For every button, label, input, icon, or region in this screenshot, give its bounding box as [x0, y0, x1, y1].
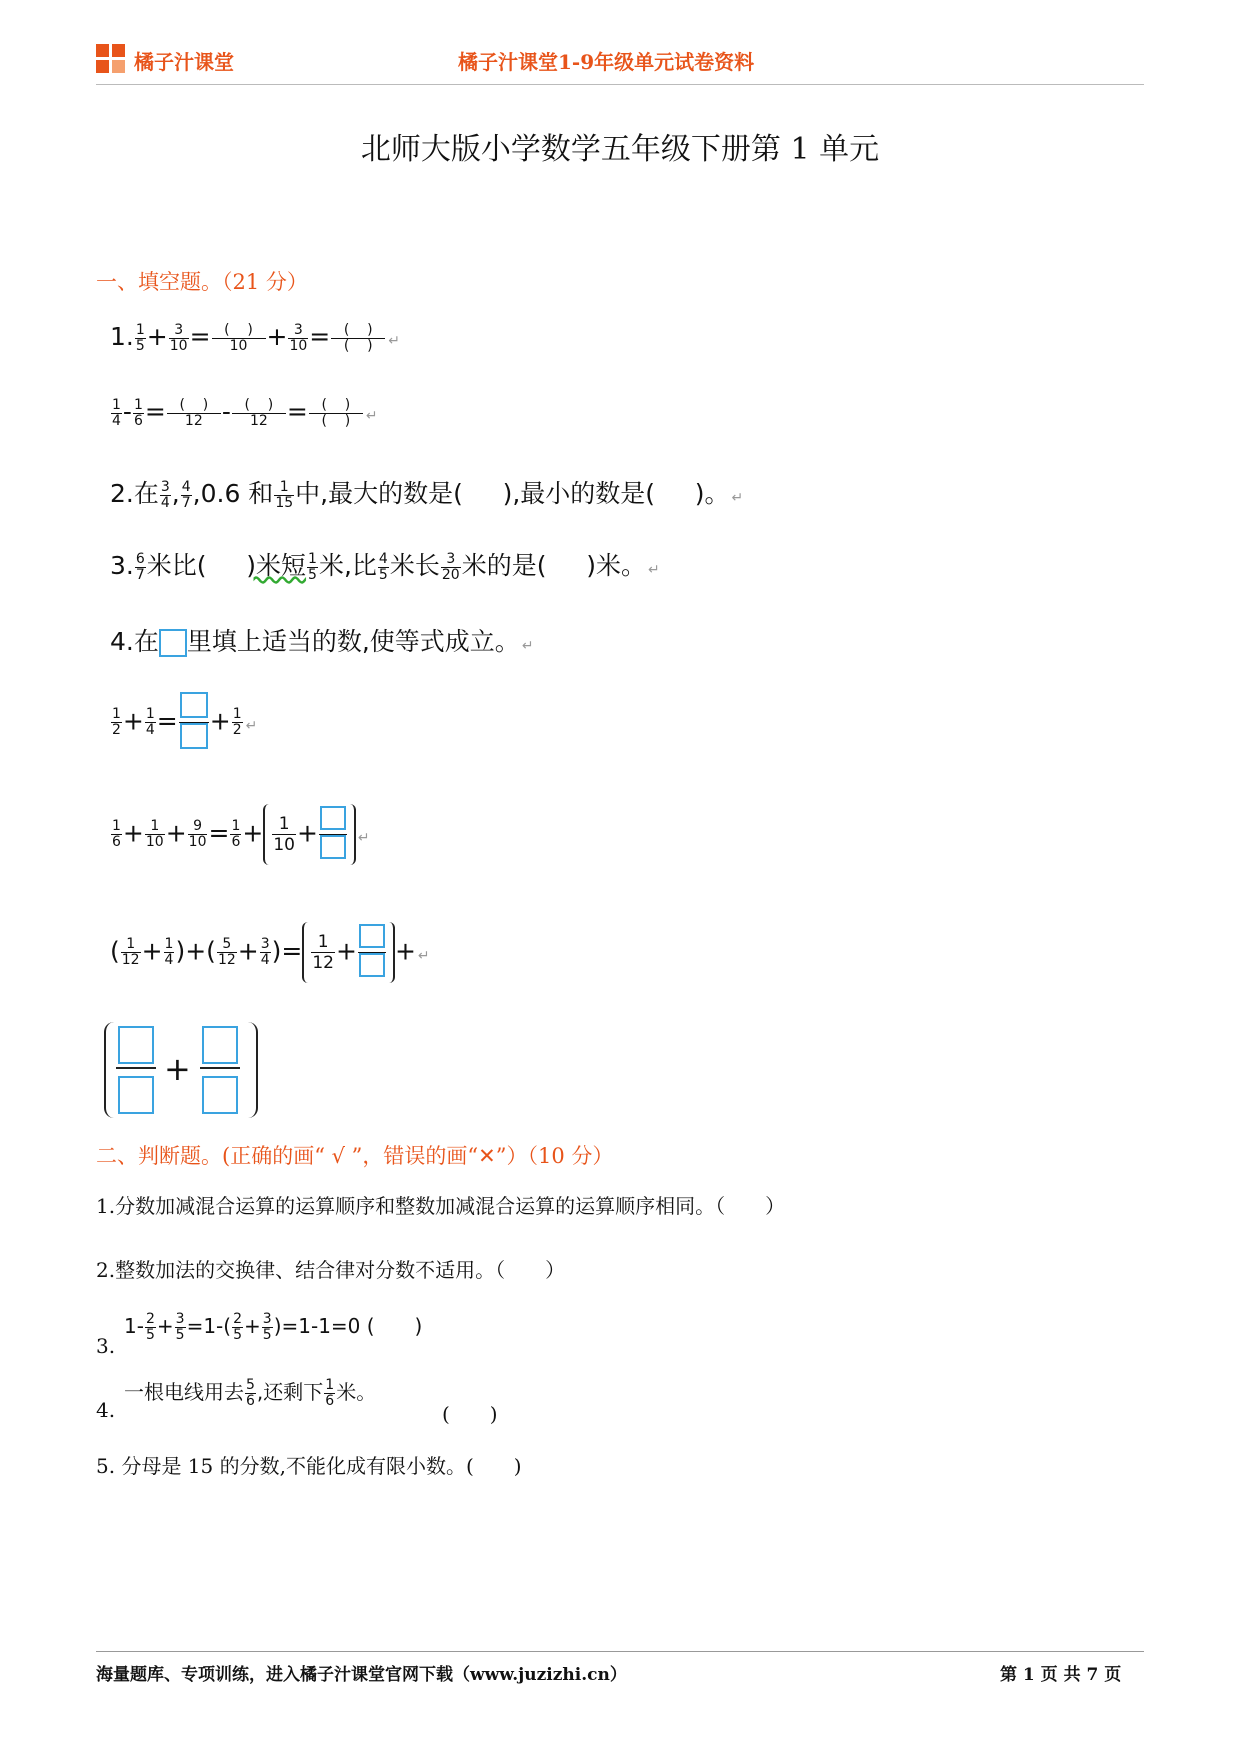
- question-1-label: 1.: [110, 322, 134, 351]
- judge-item-2: 2.整数加法的交换律、结合律对分数不适用。（ ）: [96, 1258, 566, 1282]
- question-4-equation-a: $\frac{1}{2}$ + $\frac{1}{4}$ = + $\frac{1}{2}$ ↵: [110, 692, 257, 753]
- brand-logo-icon: [96, 44, 126, 74]
- footer-promo: 海量题库、专项训练，进入橘子汁课堂官网下载（www.juzizhi.cn）: [96, 1665, 627, 1685]
- question-3: 3. $\frac{6}{7}$ 米比( )米短 $\frac{1}{5}$ 米,比 $\frac{4}{5}$ 米长 $\frac{3}{20}$ 米的是( )米。 ↵: [110, 550, 660, 583]
- judge-item-5: 5. 分母是 15 的分数,不能化成有限小数。( ): [96, 1454, 522, 1478]
- answer-box[interactable]: [118, 1026, 154, 1064]
- brand-name: 橘子汁课堂: [134, 50, 234, 74]
- question-4-equation-b: $\frac{1}{6}$ + $\frac{1}{10}$ + $\frac{9}{10}$ = $\frac{1}{6}$ + $\frac{1}{10}$ + ↵: [110, 804, 370, 865]
- judge-item-3-label: 3.: [96, 1334, 116, 1358]
- answer-box[interactable]: [180, 692, 208, 718]
- judge-item-4-label: 4.: [96, 1398, 116, 1422]
- judge-item-3-expression: 1- $\frac{2}{5}$ + $\frac{3}{5}$ =1-( $\frac{2}{5}$ + $\frac{3}{5}$ )=1-1=0 ( ): [124, 1311, 423, 1343]
- answer-box[interactable]: [320, 835, 346, 859]
- judge-item-4-text: 一根电线用去 $\frac{5}{6}$ ,还剩下 $\frac{1}{6}$ 米。: [124, 1377, 377, 1409]
- answer-box[interactable]: [159, 629, 187, 657]
- question-1-line-2: $\frac{1}{4}$ - $\frac{1}{6}$ = $\frac{( )}{12}$ - $\frac{( )}{12}$ = $\frac{( )}{( )}$ ↵: [112, 396, 378, 429]
- bracket-expression: +: [104, 1022, 258, 1118]
- question-4-equation-c: ( $\frac{1}{12}$ + $\frac{1}{4}$ )+( $\frac{5}{12}$ + $\frac{3}{4}$ )= $\frac{1}{12}$ + + ↵: [110, 922, 430, 983]
- answer-box[interactable]: [180, 723, 208, 749]
- answer-box[interactable]: [359, 953, 385, 977]
- document-title: 北师大版小学数学五年级下册第 1 单元: [360, 132, 880, 167]
- answer-box[interactable]: [359, 924, 385, 948]
- answer-box[interactable]: [320, 806, 346, 830]
- header-divider: [96, 84, 1144, 85]
- question-1-line-1: 1. $\frac{1}{5}$ + $\frac{3}{10}$ = $\frac{( )}{10}$ + $\frac{3}{10}$ = $\frac{( )}{( )}$ ↵: [110, 321, 400, 354]
- answer-box[interactable]: [202, 1026, 238, 1064]
- footer-divider: [96, 1651, 1144, 1652]
- section-2-heading: 二、判断题。(正确的画“ √ ”，错误的画“✕”）（10 分）: [96, 1144, 614, 1168]
- judge-item-4-answer: ( ): [442, 1402, 498, 1426]
- section-1-heading: 一、填空题。（21 分）: [96, 270, 308, 294]
- page-number: 第 1 页 共 7 页: [1000, 1665, 1122, 1685]
- answer-box[interactable]: [202, 1076, 238, 1114]
- question-4: 4.在 里填上适当的数,使等式成立。 ↵: [110, 627, 534, 656]
- answer-box[interactable]: [118, 1076, 154, 1114]
- judge-item-1: 1.分数加减混合运算的运算顺序和整数加减混合运算的运算顺序相同。（ ）: [96, 1194, 786, 1218]
- question-2: 2.在 $\frac{3}{4}$ , $\frac{4}{7}$ ,0.6 和 $\frac{1}{15}$ 中,最大的数是( ),最小的数是( )。 ↵: [110, 478, 744, 511]
- header-title: 橘子汁课堂1-9年级单元试卷资料: [458, 50, 755, 74]
